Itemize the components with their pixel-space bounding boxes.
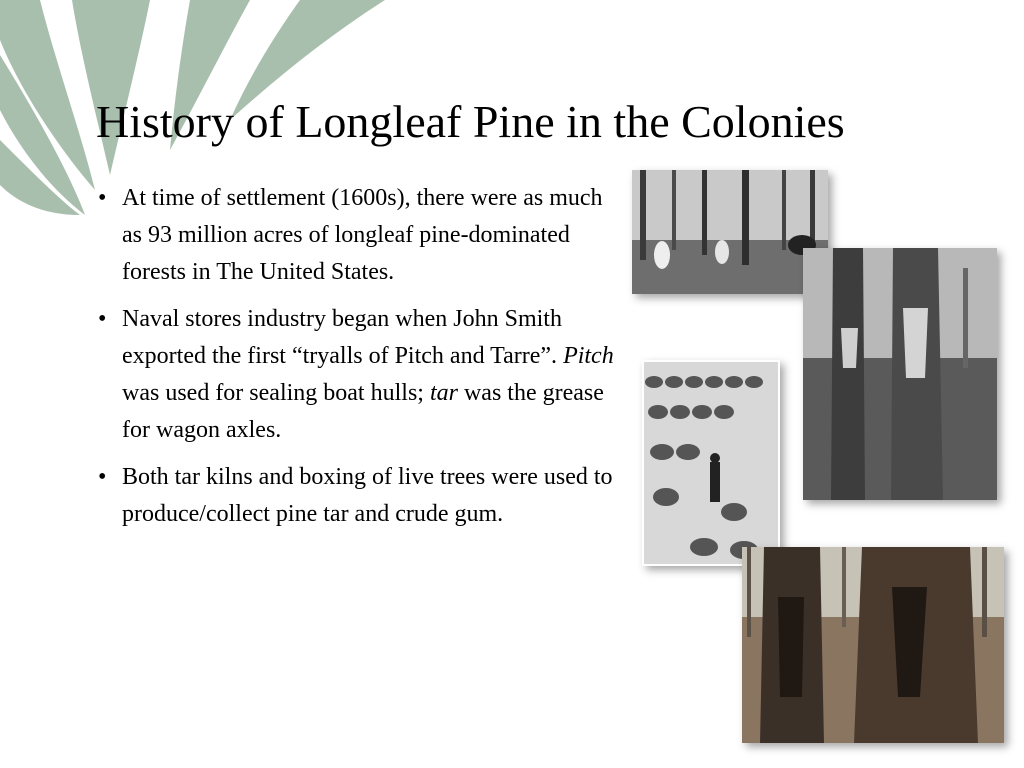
bullet-emphasis: Pitch: [563, 343, 614, 369]
slide-title: History of Longleaf Pine in the Colonies: [96, 96, 845, 147]
bullet-text: was the grease for wagon axles.: [122, 380, 604, 443]
bullet-item: [98, 180, 618, 291]
bullet-marker: •: [98, 306, 107, 332]
boxed-longleaf-trees-photo: [742, 547, 1004, 743]
bullet-marker: •: [98, 185, 107, 211]
bullet-text: Naval stores industry began when John Smith exported the first “tryalls of Pitch and Tarre”.: [122, 306, 564, 369]
bullet-item: [98, 301, 618, 449]
bullet-text: At time of settlement (1600s), there were as much as 93 million acres of longleaf pine-dominated forests in The United States.: [122, 185, 603, 285]
barrel-yard-photo: [642, 360, 780, 566]
bullet-item: [98, 459, 618, 533]
workers-in-pine-forest-photo: [632, 170, 828, 294]
bullet-text: Both tar kilns and boxing of live trees were used to produce/collect pine tar and crude gum.: [122, 464, 613, 527]
bullet-marker: •: [98, 464, 107, 490]
bullet-text: was used for sealing boat hulls;: [122, 380, 430, 406]
bullet-list: [98, 180, 618, 543]
tapped-pine-trunks-photo: [803, 248, 997, 500]
bullet-emphasis: tar: [429, 380, 458, 406]
